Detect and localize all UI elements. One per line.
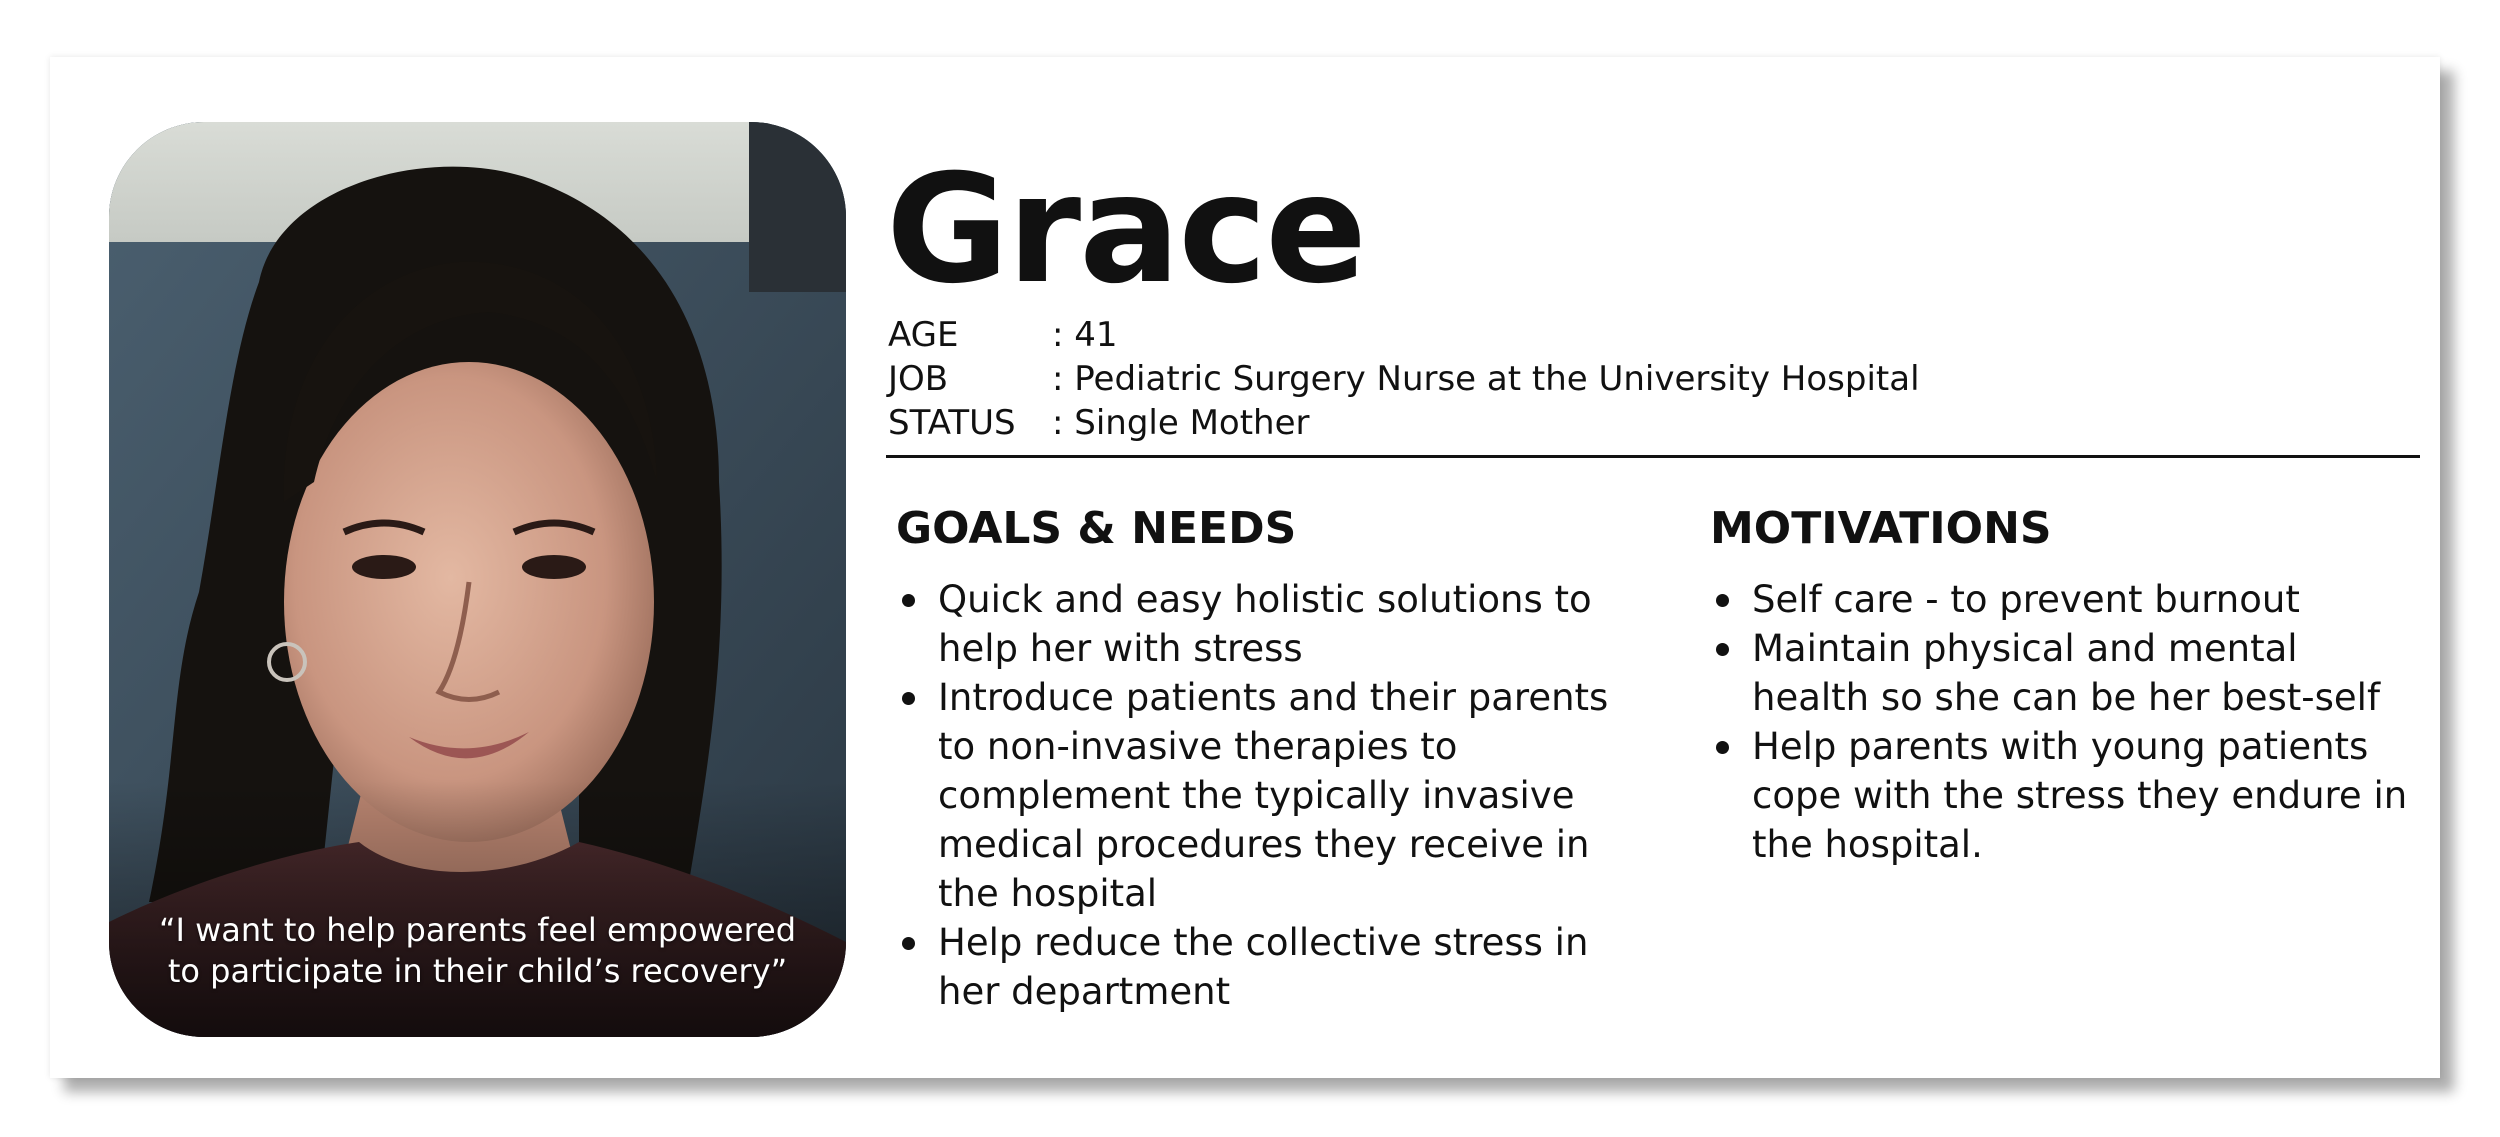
- goals-list: [898, 575, 1638, 1016]
- motivations-list: [1712, 575, 2412, 869]
- list-item-line: medical procedures they receive in: [938, 823, 1590, 866]
- info-row-job: [888, 357, 1920, 401]
- info-label: AGE: [888, 315, 959, 355]
- list-item-line: the hospital: [938, 872, 1158, 915]
- list-item-line: Help parents with young patients: [1752, 725, 2369, 768]
- info-value: : Pediatric Surgery Nurse at the University Hospital: [1052, 359, 1920, 399]
- header-divider: [886, 455, 2420, 458]
- persona-card: [50, 57, 2440, 1078]
- list-item-line: Self care - to prevent burnout: [1752, 578, 2300, 621]
- list-item-line: to non-invasive therapies to: [938, 725, 1458, 768]
- list-item-line: health so she can be her best-self: [1752, 676, 2380, 719]
- list-item: [1712, 575, 2412, 624]
- persona-quote: [109, 910, 846, 992]
- persona-info: [888, 313, 1920, 445]
- info-value: : Single Mother: [1052, 403, 1310, 443]
- list-item-line: Quick and easy holistic solutions to: [938, 578, 1592, 621]
- list-item-line: Introduce patients and their parents: [938, 676, 1609, 719]
- info-value: : 41: [1052, 315, 1118, 355]
- list-item: [1712, 624, 2412, 722]
- motivations-title: MOTIVATIONS: [1710, 503, 2052, 554]
- bullet-icon: [902, 594, 915, 607]
- bullet-icon: [902, 692, 915, 705]
- list-item: [898, 918, 1638, 1016]
- quote-line: to participate in their child’s recovery”: [167, 952, 788, 990]
- list-item-line: cope with the stress they endure in: [1752, 774, 2408, 817]
- list-item-line: her department: [938, 970, 1231, 1013]
- info-row-age: [888, 313, 1920, 357]
- goals-title: GOALS & NEEDS: [896, 503, 1297, 554]
- persona-name: Grace: [886, 143, 1365, 317]
- list-item-line: help her with stress: [938, 627, 1303, 670]
- info-label: STATUS: [888, 403, 1016, 443]
- list-item-line: the hospital.: [1752, 823, 1983, 866]
- info-label: JOB: [888, 359, 949, 399]
- list-item: [898, 575, 1638, 673]
- list-item-line: Help reduce the collective stress in: [938, 921, 1589, 964]
- list-item: [1712, 722, 2412, 869]
- info-row-status: [888, 401, 1920, 445]
- bullet-icon: [1716, 741, 1729, 754]
- persona-photo: [109, 122, 846, 1037]
- quote-line: “I want to help parents feel empowered: [158, 911, 797, 949]
- bullet-icon: [1716, 643, 1729, 656]
- list-item: [898, 673, 1638, 918]
- list-item-line: complement the typically invasive: [938, 774, 1575, 817]
- list-item-line: Maintain physical and mental: [1752, 627, 2298, 670]
- bullet-icon: [1716, 594, 1729, 607]
- bullet-icon: [902, 937, 915, 950]
- portrait-illustration: [109, 122, 846, 1037]
